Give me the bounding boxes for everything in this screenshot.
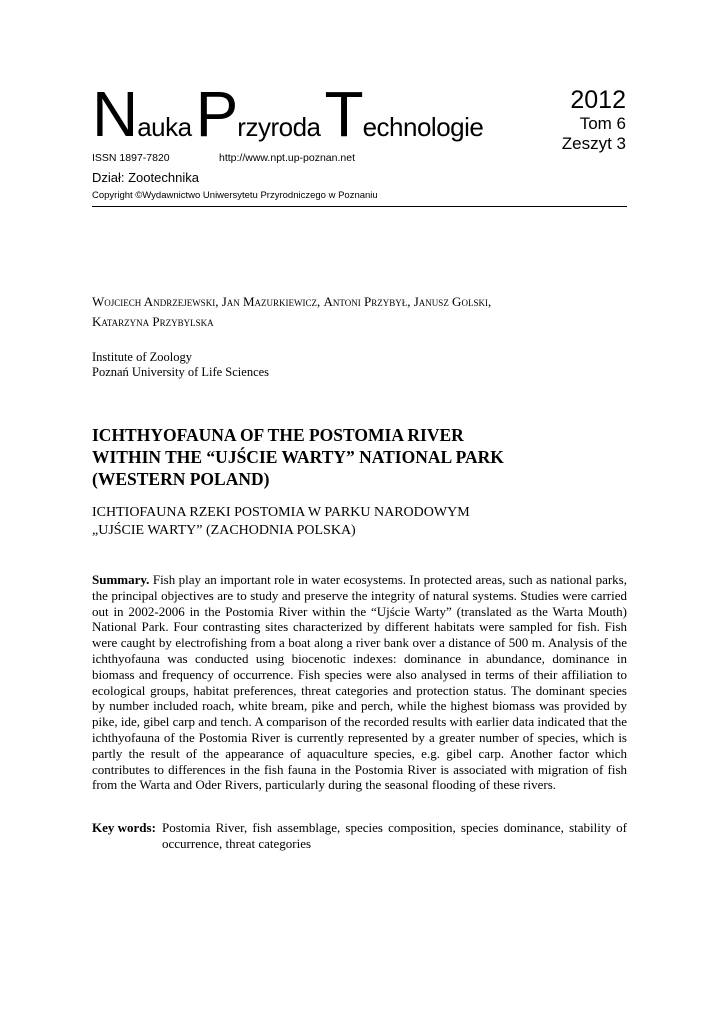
journal-word-technologie: echnologie — [362, 112, 484, 142]
author: Katarzyna Przybylska — [92, 314, 214, 329]
article-title-polish-line: ICHTIOFAUNA RZEKI POSTOMIA W PARKU NARODOWYM — [92, 505, 470, 520]
affiliation — [92, 350, 269, 380]
journal-initial-t: T — [324, 78, 363, 150]
keywords-label: Key words: — [92, 820, 156, 835]
article-title-line: (WESTERN POLAND) — [92, 469, 270, 489]
affiliation-institute: Institute of Zoology — [92, 350, 192, 364]
author: Wojciech Andrzejewski — [92, 294, 216, 309]
article-title-line: ICHTHYOFAUNA OF THE POSTOMIA RIVER — [92, 425, 464, 445]
keywords-text: Postomia River, fish assemblage, species composition, species dominance, stability of occurrence, threat categories — [162, 820, 627, 851]
author: Janusz Golski — [413, 294, 488, 309]
article-title-polish — [92, 504, 632, 540]
summary-text: Fish play an important role in water ecosystems. In protected areas, such as national parks, the principal objectives are to study and preserve the integrity of natural systems. Studies were carried out in 2002-2006 in the Postomia River within the “Ujście Warty” (translated as the Warta Mouth) National Park. Four contrasting sites characterized by different habitats were sampled for fish. Fish were caught by electrofishing from a boat along a river bank over a distance of 500 m. Analysis of the ichthyofauna was conducted using biocenotic indexes: dominance in abundance, dominance in biomass and frequency of occurrence. Fish species were also analysed in terms of their affiliation to ecological groups, habitat preferences, threat categories and protection status. The dominant species by number included roach, white bream, pike and perch, while the highest biomass was provided by pike, ide, gibel carp and tench. A comparison of the recorded results with earlier data indicated that the ichthyofauna of the Postomia River is currently represented by a greater number of species, which is partly the result of the appearance of aquaculture species, e.g. gibel carp. Another factor which contributes to differences in the fish fauna in the Postomia River is associated with migration of fish from the Warta and Oder Rivers, particularly during the seasonal flooding of these rivers. — [92, 572, 627, 793]
article-title-polish-line: „UJŚCIE WARTY” (ZACHODNIA POLSKA) — [92, 523, 356, 538]
summary-label: Summary. — [92, 572, 150, 587]
affiliation-university: Poznań University of Life Sciences — [92, 365, 270, 379]
issn-line — [92, 152, 356, 164]
journal-word-przyroda: rzyroda — [237, 112, 321, 142]
issue-volume: Tom 6 — [579, 114, 626, 133]
issue-number: Zeszyt 3 — [561, 134, 626, 153]
article-title-line: WITHIN THE “UJŚCIE WARTY” NATIONAL PARK — [92, 447, 504, 467]
journal-title — [92, 78, 484, 150]
keywords — [92, 820, 627, 852]
section-label: Dział: Zootechnika — [92, 170, 199, 185]
issue-info — [562, 86, 626, 154]
author: Jan Mazurkiewicz — [221, 294, 318, 309]
article-title — [92, 424, 632, 490]
authors: Wojciech Andrzejewski, Jan Mazurkiewicz, Antoni Przybył, Janusz Golski, Katarzyna Przybylska — [92, 294, 492, 329]
header-divider — [92, 206, 627, 207]
author: Antoni Przybył — [323, 294, 408, 309]
journal-url[interactable]: http://www.npt.up-poznan.net — [219, 152, 356, 164]
journal-initial-p: P — [195, 78, 238, 150]
journal-word-nauka: auka — [137, 112, 192, 142]
copyright: Copyright ©Wydawnictwo Uniwersytetu Przyrodniczego w Poznaniu — [92, 190, 378, 201]
issue-year: 2012 — [570, 86, 626, 114]
journal-initial-n: N — [92, 78, 138, 150]
summary — [92, 572, 627, 793]
issn: ISSN 1897-7820 — [92, 152, 170, 164]
